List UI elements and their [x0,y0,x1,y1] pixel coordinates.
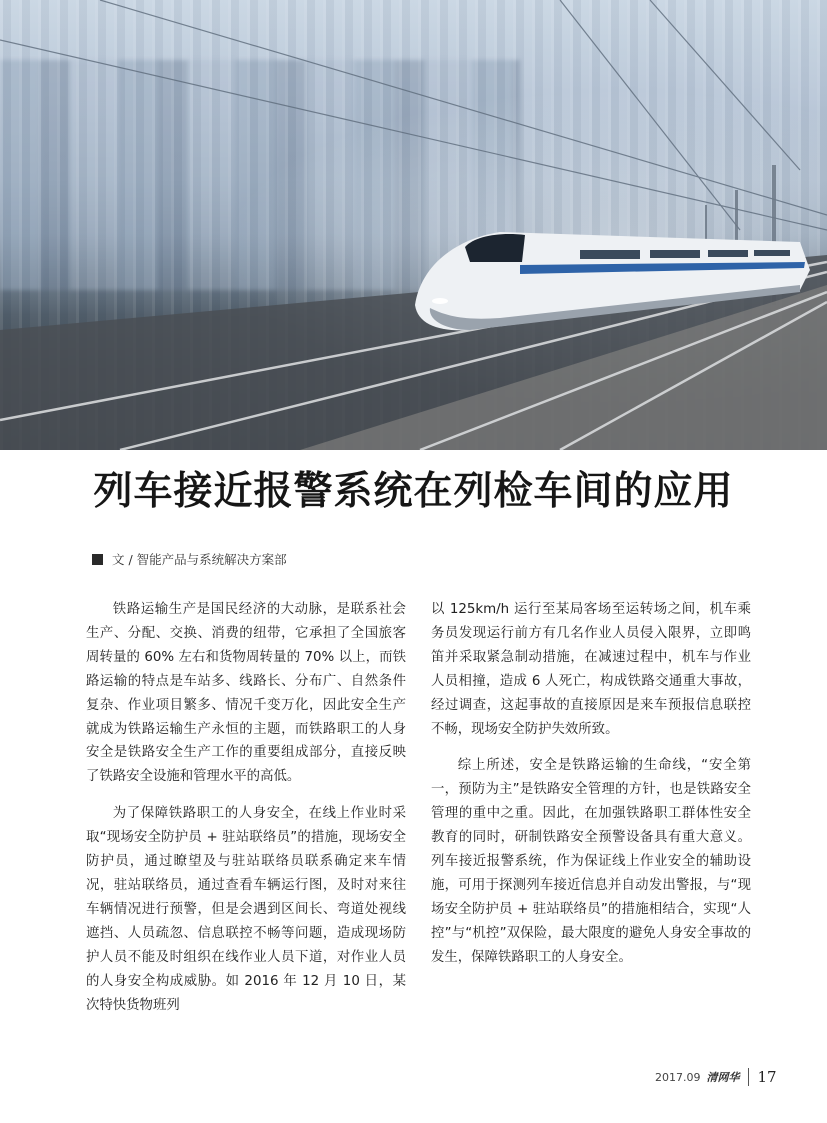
page-footer [655,1068,777,1086]
train-illustration [0,0,827,450]
issue-date: 2017.09 [655,1070,701,1084]
byline [92,550,287,568]
article-title: 列车接近报警系统在列检车间的应用 [93,469,734,514]
body-column-right [431,598,751,983]
paragraph-continued: 以 125km/h 运行至某局客场至运转场之间，机车乘务员发现运行前方有几名作业人员侵入限界，立即鸣笛并采取紧急制动措施，在减速过程中，机车与作业人员相撞，造成 6 人死亡，构成铁路交通重大事故，经过调查，这起事故的直接原因是来车预报信息联控不畅，现场安全防护失效所致。 [431,602,751,737]
paragraph: 为了保障铁路职工的人身安全，在线上作业时采取“现场安全防护员 + 驻站联络员”的措施，现场安全防护员，通过瞭望及与驻站联络员联系确定来车情况，驻站联络员，通过查看车辆运行图，及时对来往车辆情况进行预警，但是会遇到区间长、弯道处视线遮挡、人员疏忽、信息联控不畅等问题，造成现场防护人员不能及时组织在线作业人员下道，对作业人员的人身安全构成威胁。如 2016 年 12 月 10 日，某次特快货物班列 [86,806,406,1013]
footer-divider [748,1068,749,1086]
body-column-left [86,598,406,1030]
paragraph: 铁路运输生产是国民经济的大动脉，是联系社会生产、分配、交换、消费的纽带，它承担了全国旅客周转量的 60% 左右和货物周转量的 70% 以上，而铁路运输的特点是车站多、线路长、分布广、自然条件复杂、作业项目繁多、情况千变万化，因此安全生产就成为铁路运输生产永恒的主题，而铁路职工的人身安全是铁路安全生产工作的重要组成部分，直接反映了铁路安全设施和管理水平的高低。 [86,602,406,785]
square-bullet-icon [92,554,103,565]
page-number: 17 [757,1068,777,1086]
paragraph: 综上所述，安全是铁路运输的生命线，“安全第一，预防为主”是铁路安全管理的方针，也是铁路安全管理的重中之重。因此，在加强铁路职工群体性安全教育的同时，研制铁路安全预警设备具有重大意义。列车接近报警系统，作为保证线上作业安全的辅助设施，可用于探测列车接近信息并自动发出警报，与“现场安全防护员 + 驻站联络员”的措施相结合，实现“人控”与“机控”双保险，最大限度的避免人身安全事故的发生，保障铁路职工的人身安全。 [431,758,751,965]
hero-train-photo [0,0,827,450]
magazine-logo: 清网华 [706,1071,740,1084]
byline-text: 文 / 智能产品与系统解决方案部 [112,552,287,567]
